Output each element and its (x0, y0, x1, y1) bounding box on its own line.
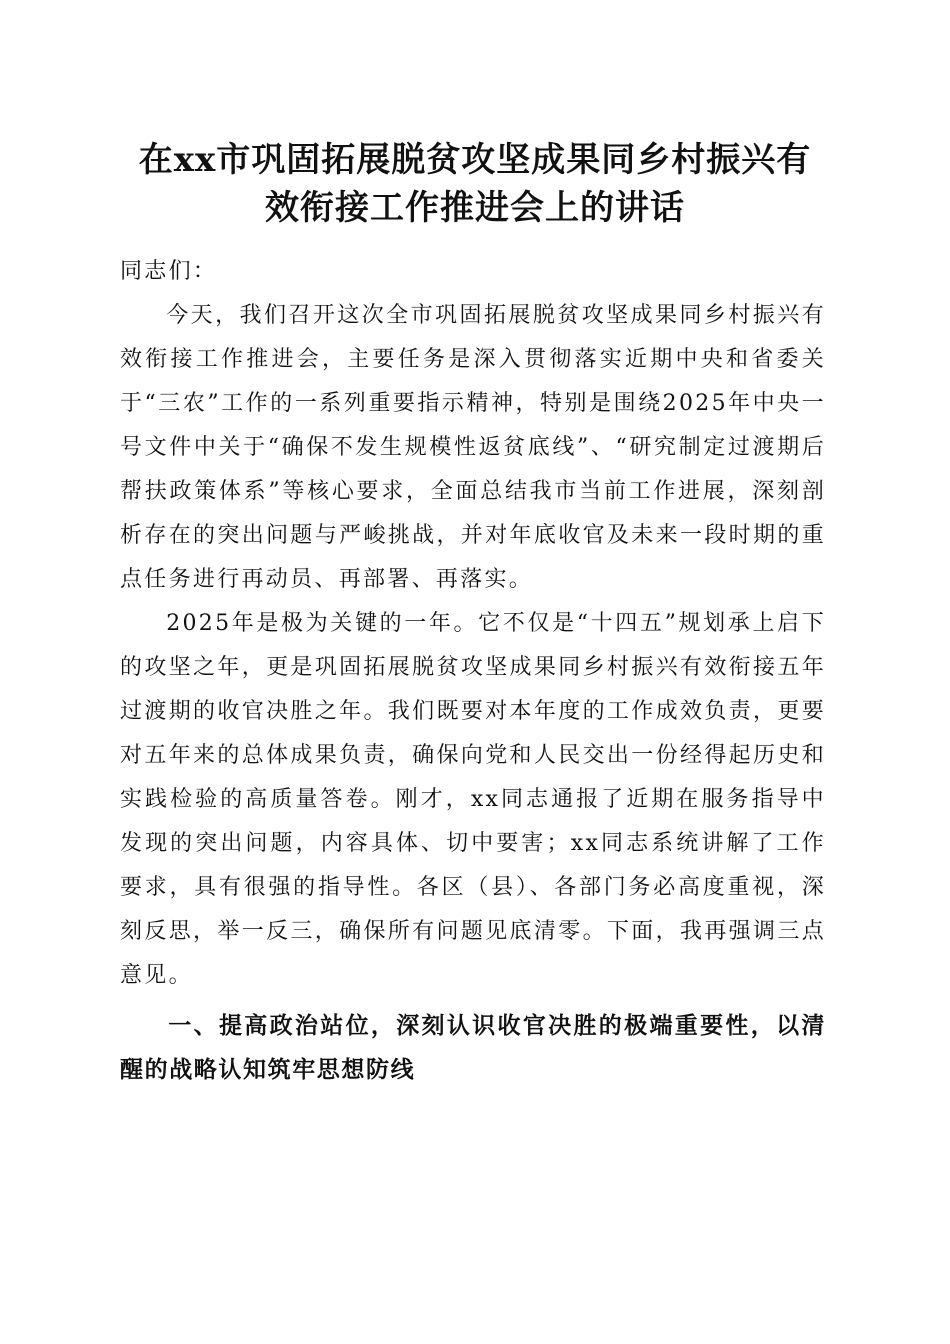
paragraph-2: 2025年是极为关键的一年。它不仅是“十四五”规划承上启下的攻坚之年，更是巩固拓展脱贫攻坚成果同乡村振兴有效衔接五年过渡期的收官决胜之年。我们既要对本年度的工作成效负责，更要对五年来的总体成果负责，确保向党和人民交出一份经得起历史和实践检验的高质量答卷。刚才，xx同志通报了近期在服务指导中发现的突出问题，内容具体、切中要害；xx同志系统讲解了工作要求，具有很强的指导性。各区（县）、各部门务必高度重视，深刻反思，举一反三，确保所有问题见底清零。下面，我再强调三点意见。 (120, 611, 826, 988)
section-heading-1: 一、提高政治站位，深刻认识收官决胜的极端重要性，以清醒的战略认知筑牢思想防线 (120, 1013, 826, 1083)
paragraph-1: 今天，我们召开这次全市巩固拓展脱贫攻坚成果同乡村振兴有效衔接工作推进会，主要任务是深入贯彻落实近期中央和省委关于“三农”工作的一系列重要指示精神，特别是围绕2025年中央一号文件中关于“确保不发生规模性返贫底线”、“研究制定过渡期后帮扶政策体系”等核心要求，全面总结我市当前工作进展，深刻剖析存在的突出问题与严峻挑战，并对年底收官及未来一段时期的重点任务进行再动员、再部署、再落实。 (120, 303, 826, 592)
document-body (120, 250, 826, 1092)
title-line-1: 在xx市巩固拓展脱贫攻坚成果同乡村振兴有 (138, 140, 812, 180)
document-title (100, 136, 850, 232)
title-line-2: 效衔接工作推进会上的讲话 (265, 188, 685, 228)
salutation: 同志们： (120, 259, 218, 284)
